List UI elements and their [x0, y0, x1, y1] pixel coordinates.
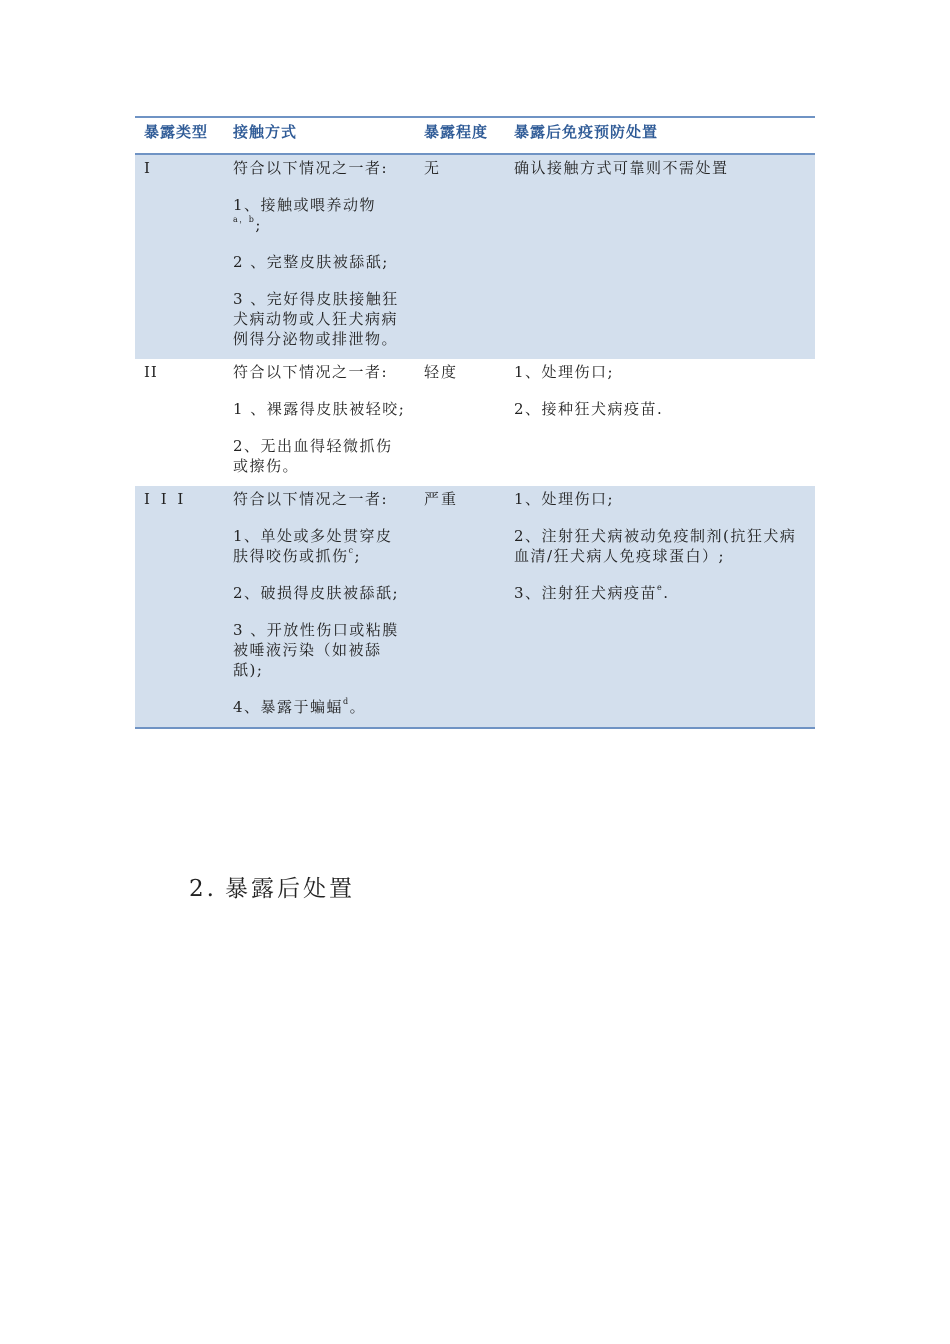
section-number: 2.	[189, 876, 217, 902]
section-title: 暴露后处置	[224, 876, 355, 902]
header-exposure-level: 暴露程度	[424, 123, 489, 141]
header-exposure-type: 暴露类型	[144, 123, 209, 141]
contact-item: 3 、开放性伤口或粘膜被唾液污染（如被舔舐);	[233, 621, 399, 679]
contact-item: 1、单处或多处贯穿皮肤得咬伤或抓伤$^c$;	[233, 527, 393, 565]
contact-item: 2、破损得皮肤被舔舐;	[233, 584, 400, 602]
table-row	[135, 359, 815, 486]
exposure-table	[135, 116, 815, 729]
disposal-cell	[505, 154, 815, 359]
disposal-item: 确认接触方式可靠则不需处置	[514, 159, 729, 177]
exposure-level-cell: 轻度	[424, 363, 459, 381]
contact-item: 3 、完好得皮肤接触狂犬病动物或人狂犬病病例得分泌物或排泄物。	[233, 290, 399, 348]
disposal-cell	[505, 486, 815, 728]
table-header	[135, 117, 815, 154]
disposal-item: 3、注射狂犬病疫苗$^e$.	[514, 583, 670, 602]
contact-item: 1、接触或喂养动物 $^{a,b}$;	[233, 196, 377, 234]
contact-item: 2 、完整皮肤被舔舐;	[233, 253, 389, 271]
contact-item: 2、无出血得轻微抓伤或擦伤。	[233, 437, 393, 475]
exposure-level-cell: 无	[415, 154, 505, 359]
contact-item: 符合以下情况之一者:	[233, 159, 389, 177]
disposal-item: 1、处理伤口;	[514, 490, 615, 508]
disposal-cell	[505, 359, 815, 486]
contact-item: 符合以下情况之一者:	[233, 363, 389, 381]
footnote-mark: a，b	[233, 215, 256, 224]
disposal-item: 2、接种狂犬病疫苗.	[514, 400, 664, 418]
table-row	[135, 154, 815, 359]
footnote-mark: d	[343, 697, 350, 706]
footnote-mark: c	[348, 546, 355, 555]
exposure-type-cell: I I I	[135, 486, 224, 728]
header-row	[135, 117, 815, 154]
exposure-type-cell: II	[144, 363, 158, 381]
footnote-mark: e	[657, 583, 664, 592]
header-post-exposure-disposal: 暴露后免疫预防处置	[514, 123, 659, 141]
exposure-level-cell: 严重	[415, 486, 505, 728]
section-heading	[189, 870, 355, 903]
contact-item: 1 、裸露得皮肤被轻咬;	[233, 400, 406, 418]
exposure-table-container	[135, 116, 815, 729]
contact-method-cell	[224, 154, 415, 359]
header-contact-method: 接触方式	[233, 123, 298, 141]
contact-item: 符合以下情况之一者:	[233, 490, 389, 508]
contact-method-cell	[224, 359, 415, 486]
table-row	[135, 486, 815, 728]
contact-item: 4、暴露于蝙蝠$^d$。	[233, 697, 367, 716]
disposal-item: 1、处理伤口;	[514, 363, 615, 381]
disposal-item: 2、注射狂犬病被动免疫制剂(抗狂犬病血清/狂犬病人免疫球蛋白）;	[514, 527, 797, 565]
exposure-type-cell: I	[135, 154, 224, 359]
table-body	[135, 154, 815, 728]
contact-method-cell	[224, 486, 415, 728]
